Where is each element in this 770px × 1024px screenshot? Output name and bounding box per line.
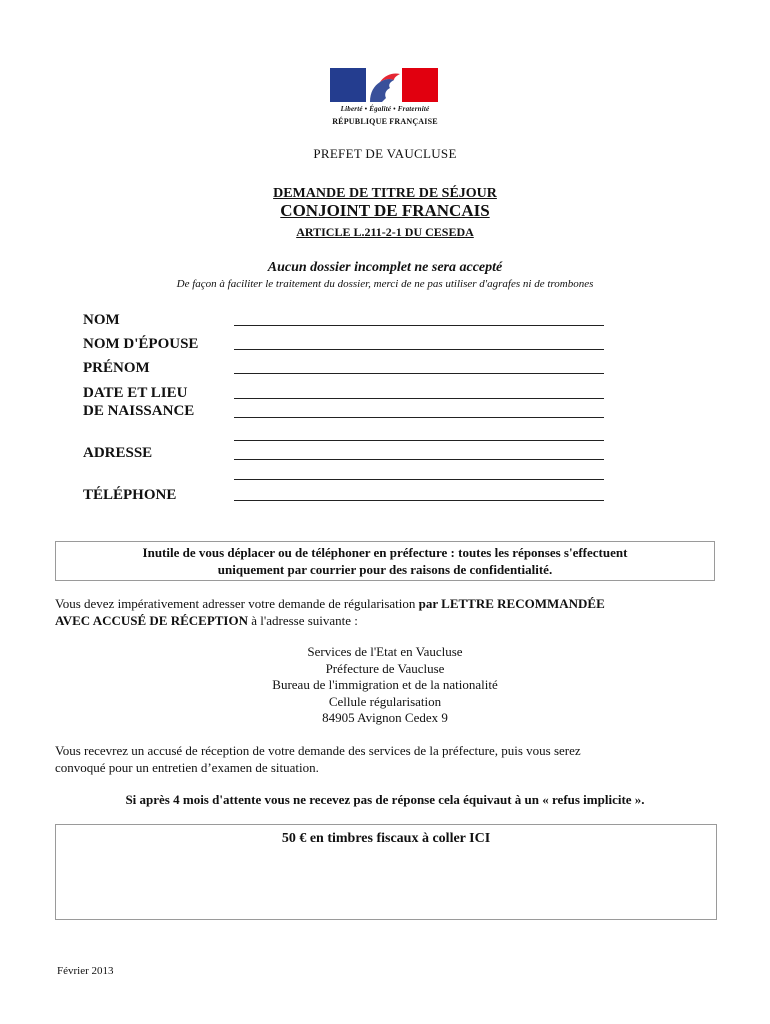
telephone-field[interactable] bbox=[234, 500, 604, 501]
nom-epouse-field[interactable] bbox=[234, 349, 604, 350]
address-line: Bureau de l'immigration et de la nationalité bbox=[272, 677, 498, 692]
naissance-label: DE NAISSANCE bbox=[83, 403, 195, 419]
document-date: Février 2013 bbox=[57, 965, 114, 977]
implicit-refusal-note: Si après 4 mois d'attente vous ne recevez pas de réponse cela équivaut à un « refus implicite ». bbox=[125, 792, 645, 807]
staples-note: De façon à faciliter le traitement du dossier, merci de ne pas utiliser d'agrafes ni de trombones bbox=[176, 278, 594, 290]
instructions-bold-1: par LETTRE RECOMMANDÉE bbox=[418, 596, 605, 611]
notice-line-2: uniquement par courrier pour des raisons de confidentialité. bbox=[217, 562, 553, 577]
nom-field[interactable] bbox=[234, 325, 604, 326]
date-lieu-field[interactable] bbox=[234, 398, 604, 399]
instructions-bold-2: AVEC ACCUSÉ DE RÉCEPTION bbox=[55, 613, 248, 628]
adresse-field-2[interactable] bbox=[234, 459, 604, 460]
tax-stamp-box bbox=[55, 824, 717, 920]
adresse-field-3[interactable] bbox=[234, 479, 604, 480]
logo-republic: RÉPUBLIQUE FRANÇAISE bbox=[332, 117, 438, 126]
nom-epouse-label: NOM D'ÉPOUSE bbox=[83, 336, 199, 352]
republique-francaise-logo bbox=[330, 68, 440, 132]
receipt-paragraph bbox=[55, 742, 715, 776]
prefet-heading: PREFET DE VAUCLUSE bbox=[313, 146, 457, 161]
prenom-field[interactable] bbox=[234, 373, 604, 374]
prenom-label: PRÉNOM bbox=[83, 360, 150, 376]
confidentiality-notice bbox=[55, 541, 715, 581]
date-lieu-label: DATE ET LIEU bbox=[83, 385, 188, 401]
notice-line-1: Inutile de vous déplacer ou de téléphoner en préfecture : toutes les réponses s'effectuent bbox=[142, 545, 628, 560]
receipt-line-1: Vous recevrez un accusé de réception de votre demande des services de la préfecture, puis vous serez bbox=[55, 743, 581, 758]
nom-label: NOM bbox=[83, 312, 120, 328]
instructions-paragraph bbox=[55, 595, 715, 629]
adresse-field-1[interactable] bbox=[234, 440, 604, 441]
article-reference: ARTICLE L.211-2-1 DU CESEDA bbox=[296, 225, 474, 239]
logo-motto: Liberté • Égalité • Fraternité bbox=[340, 105, 430, 113]
naissance-field[interactable] bbox=[234, 417, 604, 418]
instructions-rest: à l'adresse suivante : bbox=[248, 613, 358, 628]
address-line: Cellule régularisation bbox=[328, 693, 442, 709]
tax-stamp-label: 50 € en timbres fiscaux à coller ICI bbox=[281, 831, 491, 846]
demande-heading: DEMANDE DE TITRE DE SÉJOUR bbox=[273, 186, 497, 201]
postal-address bbox=[0, 644, 770, 727]
address-line: 84905 Avignon Cedex 9 bbox=[322, 710, 448, 725]
incomplete-warning: Aucun dossier incomplet ne sera accepté bbox=[267, 260, 503, 275]
address-line: Services de l'Etat en Vaucluse bbox=[307, 644, 463, 659]
marianne-flag-icon bbox=[330, 68, 438, 102]
receipt-line-2: convoqué pour un entretien d’examen de situation. bbox=[55, 760, 319, 775]
adresse-label: ADRESSE bbox=[83, 445, 153, 461]
page-title: CONJOINT DE FRANCAIS bbox=[280, 201, 490, 220]
telephone-label: TÉLÉPHONE bbox=[83, 487, 177, 503]
address-line: Préfecture de Vaucluse bbox=[325, 660, 445, 676]
instructions-intro: Vous devez impérativement adresser votre demande de régularisation bbox=[55, 596, 419, 611]
